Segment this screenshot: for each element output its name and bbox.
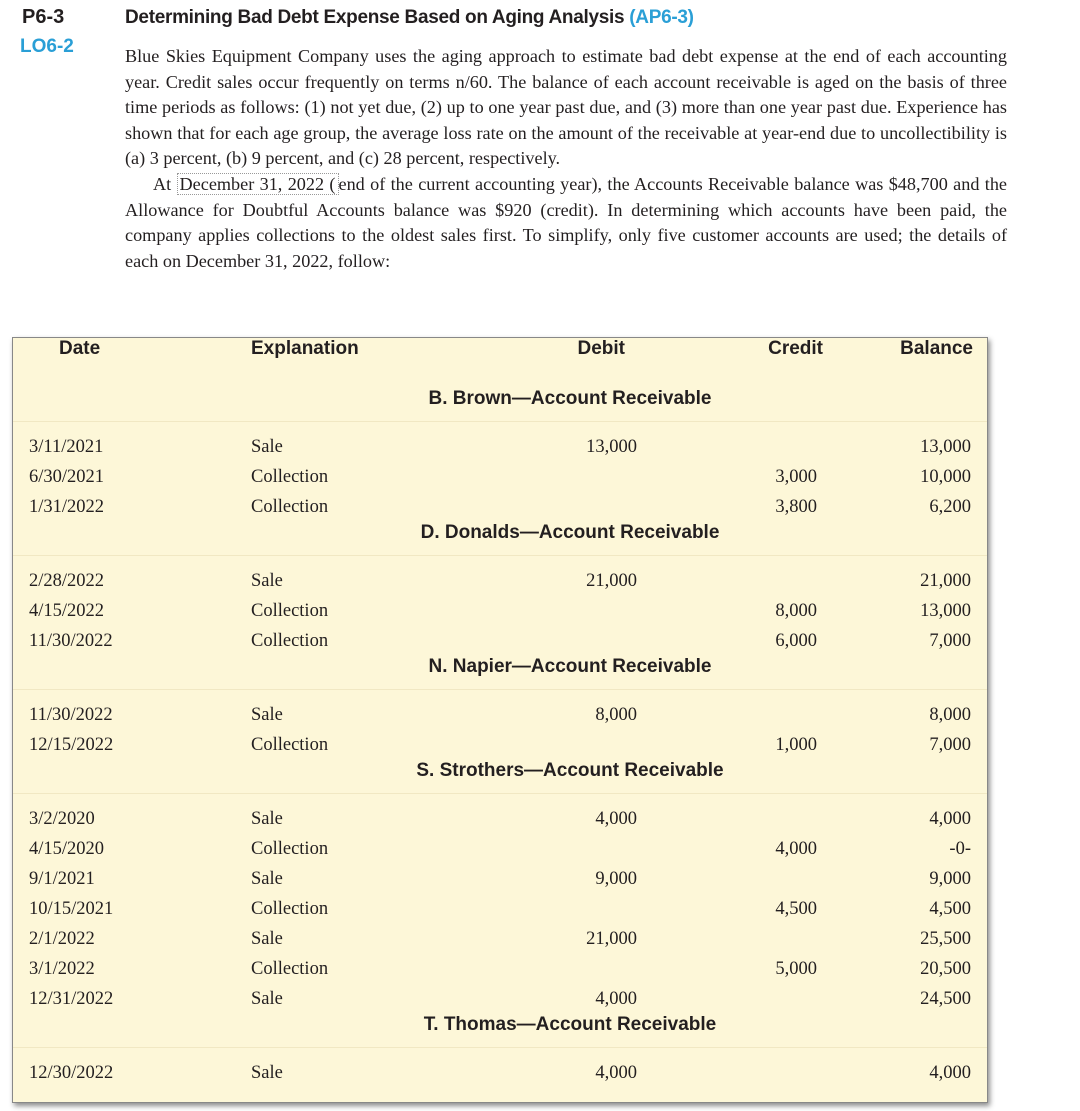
cell-balance: 13,000: [920, 601, 971, 621]
cell-balance: 8,000: [929, 705, 971, 725]
cell-balance: -0-: [949, 839, 971, 859]
account-entries: [13, 556, 987, 656]
table-row: [13, 954, 987, 984]
table-row: [13, 924, 987, 954]
cell-date: 11/30/2022: [29, 631, 113, 651]
table-row: [13, 984, 987, 1014]
cell-explanation: Sale: [251, 929, 283, 949]
problem-number: P6-3: [22, 6, 65, 28]
cell-balance: 9,000: [929, 869, 971, 889]
account-entries: [13, 1048, 987, 1088]
cell-date: 12/31/2022: [29, 989, 114, 1009]
account-title: T. Thomas—Account Receivable: [13, 1014, 987, 1048]
p2-rest: end of the current accounting year), the Accounts Receivable balance was $48,700 and the Allowance for Doubtful Accounts balance was $920 (credit). In determining which accounts have been paid, the company applies collections to the oldest sales first. To simplify, only five customer accounts are used; the details of each on December 31, 2022, follow:: [125, 173, 1008, 271]
cell-balance: 7,000: [929, 631, 971, 651]
table-row: [13, 730, 987, 760]
table-row: [13, 462, 987, 492]
cell-explanation: Sale: [251, 1063, 283, 1083]
cell-credit: 3,000: [775, 467, 817, 487]
cell-credit: 5,000: [775, 959, 817, 979]
table-row: [13, 834, 987, 864]
table-row: [13, 804, 987, 834]
cell-balance: 10,000: [920, 467, 971, 487]
table-row: [13, 626, 987, 656]
cell-date: 6/30/2021: [29, 467, 105, 487]
cell-credit: 4,000: [775, 839, 817, 859]
account-title: D. Donalds—Account Receivable: [13, 522, 987, 556]
highlighted-date[interactable]: December 31, 2022 (: [177, 173, 339, 195]
cell-balance: 4,500: [929, 899, 971, 919]
cell-date: 2/28/2022: [29, 571, 105, 591]
cell-credit: 4,500: [775, 899, 817, 919]
cell-balance: 13,000: [920, 437, 971, 457]
header-date: Date: [59, 338, 101, 359]
cell-credit: 6,000: [775, 631, 817, 651]
cell-balance: 4,000: [929, 1063, 971, 1083]
cell-date: 4/15/2022: [29, 601, 105, 621]
header-credit: Credit: [768, 338, 823, 359]
cell-explanation: Collection: [251, 467, 329, 487]
learning-objective: LO6-2: [20, 36, 74, 57]
cell-debit: 9,000: [595, 869, 637, 889]
cell-debit: 4,000: [595, 1063, 637, 1083]
cell-balance: 4,000: [929, 809, 971, 829]
cell-explanation: Sale: [251, 869, 283, 889]
cell-date: 12/30/2022: [29, 1063, 114, 1083]
paragraph-1: Blue Skies Equipment Company uses the aging approach to estimate bad debt expense at the end of each accounting year. Credit sales occur frequently on terms n/60. The balance of each account receivable is aged on the basis of three time periods as follows: (1) not yet due, (2) up to one year past due, and (3) more than one year past due. Experience has shown that for each age group, the average loss rate on the amount of the receivable at year-end due to uncollectibility is (a) 3 percent, (b) 9 percent, and (c) 28 percent, respectively.: [125, 46, 1007, 169]
paragraph-2: [125, 172, 1007, 274]
cell-debit: 21,000: [586, 571, 637, 591]
cell-balance: 21,000: [920, 571, 971, 591]
cell-explanation: Collection: [251, 839, 329, 859]
account-entries: [13, 422, 987, 522]
cell-credit: 8,000: [775, 601, 817, 621]
problem-title: [125, 7, 694, 29]
ledger-table: [12, 337, 988, 1103]
cell-explanation: Sale: [251, 571, 283, 591]
table-row: [13, 700, 987, 730]
table-row: [13, 566, 987, 596]
cell-explanation: Sale: [251, 989, 283, 1009]
cell-explanation: Collection: [251, 899, 329, 919]
cell-balance: 25,500: [920, 929, 971, 949]
cell-date: 10/15/2021: [29, 899, 114, 919]
cell-explanation: Collection: [251, 959, 329, 979]
table-row: [13, 894, 987, 924]
cell-date: 9/1/2021: [29, 869, 95, 889]
cell-date: 12/15/2022: [29, 735, 114, 755]
cell-debit: 13,000: [586, 437, 637, 457]
title-text: Determining Bad Debt Expense Based on Aging Analysis: [125, 7, 625, 28]
table-row: [13, 864, 987, 894]
cell-date: 4/15/2020: [29, 839, 105, 859]
cell-debit: 8,000: [595, 705, 637, 725]
account-entries: [13, 690, 987, 760]
cell-date: 3/11/2021: [29, 437, 104, 457]
header-debit: Debit: [577, 338, 625, 359]
cell-date: 3/1/2022: [29, 959, 95, 979]
table-header: [13, 338, 987, 388]
problem-text: [125, 44, 1007, 274]
cell-debit: 4,000: [595, 809, 637, 829]
cell-date: 3/2/2020: [29, 809, 95, 829]
cell-debit: 21,000: [586, 929, 637, 949]
cell-balance: 7,000: [929, 735, 971, 755]
cell-debit: 4,000: [595, 989, 637, 1009]
table-row: [13, 432, 987, 462]
table-row: [13, 492, 987, 522]
cell-credit: 3,800: [775, 497, 817, 517]
cell-credit: 1,000: [775, 735, 817, 755]
cell-explanation: Collection: [251, 497, 329, 517]
account-entries: [13, 794, 987, 1014]
cell-explanation: Sale: [251, 809, 283, 829]
table-row: [13, 1058, 987, 1088]
cell-balance: 6,200: [929, 497, 971, 517]
alt-problem-ref: (AP6-3): [629, 7, 694, 28]
account-title: S. Strothers—Account Receivable: [13, 760, 987, 794]
cell-date: 11/30/2022: [29, 705, 113, 725]
table-row: [13, 596, 987, 626]
account-title: N. Napier—Account Receivable: [13, 656, 987, 690]
cell-explanation: Sale: [251, 705, 283, 725]
cell-explanation: Collection: [251, 601, 329, 621]
cell-explanation: Collection: [251, 631, 329, 651]
account-title: B. Brown—Account Receivable: [13, 388, 987, 422]
header-balance: Balance: [900, 338, 973, 359]
p2-start: At: [153, 173, 177, 194]
header-explanation: Explanation: [251, 338, 359, 359]
cell-date: 1/31/2022: [29, 497, 105, 517]
cell-date: 2/1/2022: [29, 929, 95, 949]
cell-explanation: Collection: [251, 735, 329, 755]
cell-balance: 20,500: [920, 959, 971, 979]
cell-balance: 24,500: [920, 989, 971, 1009]
cell-explanation: Sale: [251, 437, 283, 457]
